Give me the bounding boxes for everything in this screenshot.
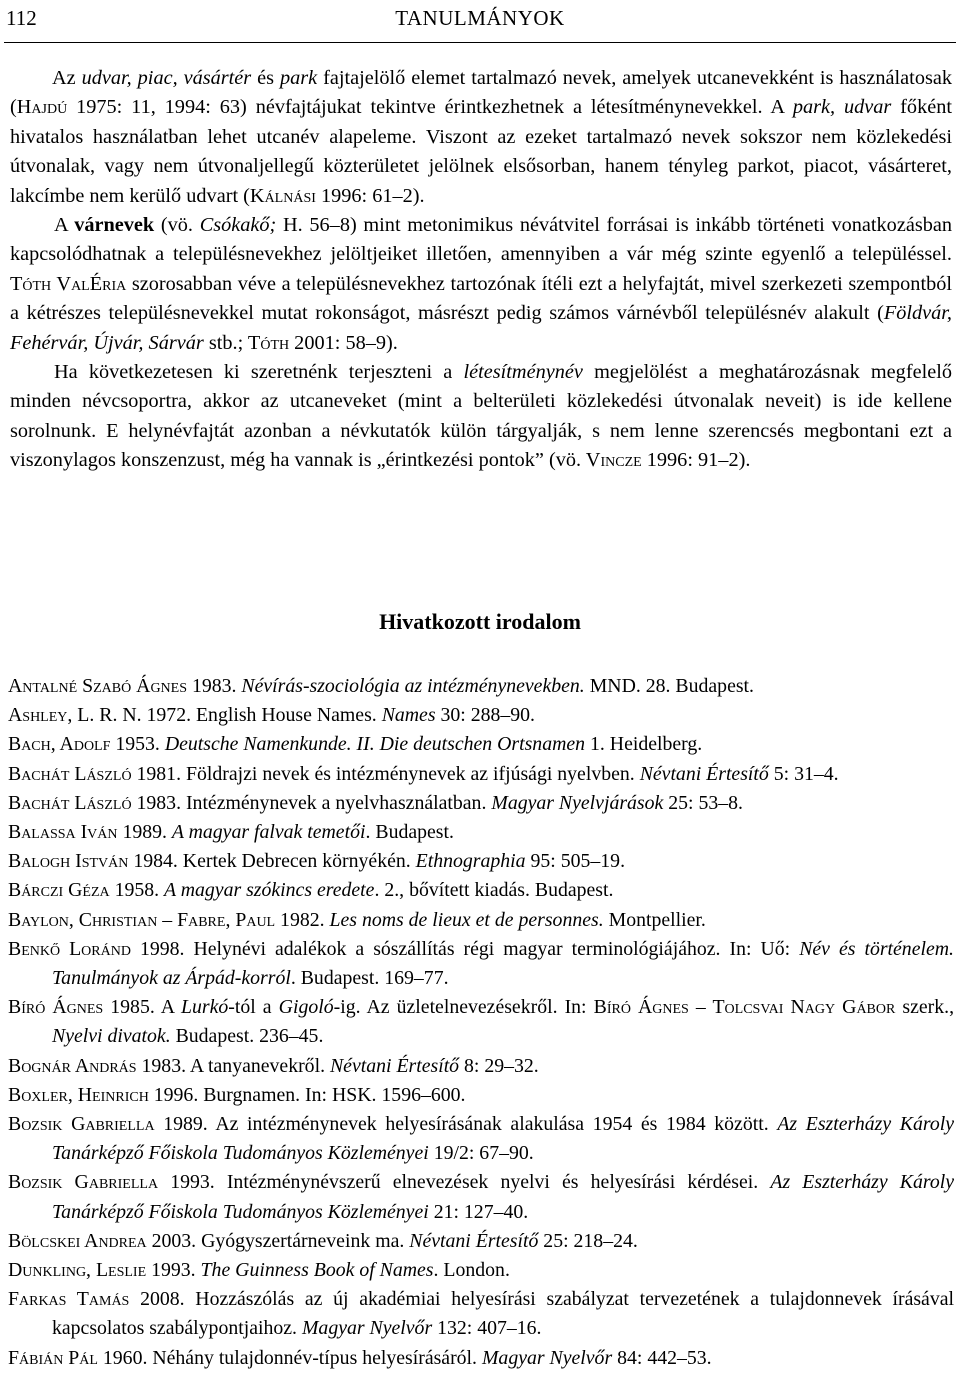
page-number: 112 <box>6 6 37 30</box>
reference-entry <box>8 1168 954 1226</box>
italic-text: Nyelvi divatok. <box>52 1025 171 1048</box>
text-run: 95: 505–19. <box>525 850 626 873</box>
text-run: (vö. <box>154 214 200 237</box>
author-name: alÉria <box>71 272 127 295</box>
italic-text: park, udvar <box>792 96 892 119</box>
text-run: MND. 28. Budapest. <box>584 675 754 697</box>
text-run: 1993. <box>146 1259 201 1282</box>
text-run: megjelölést a meghatározásnak megfelelő minden névcsoportra, akkor az utcaneveket (mint a belterületi közlekedési útvonalak neveit) is ide kellene sorolnunk. E helynévfajtát azonban a névkutatók külön tárgyalják, s nem lenne szerencsés megbontani ezt a viszonylagos konszenzust, még ha vannak is „érintkezési pontok” (vö. V <box>10 361 952 472</box>
author-name: Farkas Tamás <box>8 1288 130 1311</box>
reference-entry <box>8 701 954 730</box>
italic-text: A magyar szókincs eredete <box>164 879 375 902</box>
paragraph <box>10 358 952 476</box>
author-name: Baylon, Christian – Fabre, Paul <box>8 908 276 931</box>
text-run: 1985. A <box>103 996 182 1019</box>
text-run: 1960. Néhány tulajdonnév-típus helyesírásáról. <box>97 1346 482 1369</box>
paragraph <box>10 211 952 358</box>
reference-entry <box>8 1344 954 1373</box>
author-name: óth <box>260 331 290 354</box>
italic-text: Névtani Értesítő <box>409 1229 539 1252</box>
author-name: incze <box>600 449 642 472</box>
text-run: 1953. <box>110 733 165 756</box>
text-run: 21: 127–40. <box>428 1200 529 1223</box>
italic-text: Csókakő; <box>199 214 277 237</box>
italic-text: Les noms de lieux et de personnes. <box>329 908 604 931</box>
author-name: Ashley, L. R. N. <box>8 704 142 727</box>
reference-entry <box>8 789 954 818</box>
references-heading: Hivatkozott irodalom <box>379 609 581 634</box>
author-name: óth <box>22 272 52 295</box>
text-run: 8: 29–32. <box>459 1054 539 1077</box>
text-run: 30: 288–90. <box>435 704 536 727</box>
text-run: -tól a <box>228 996 279 1019</box>
text-run: V <box>51 272 72 295</box>
text-run: 1972. English House Names. <box>141 704 382 727</box>
text-run: 1984. Kertek Debrecen környékén. <box>128 850 416 873</box>
author-name: Bozsik Gabriella <box>8 1171 159 1194</box>
text-run: 1983. <box>187 675 242 697</box>
reference-entry <box>8 1285 954 1343</box>
paragraph <box>10 64 952 211</box>
text-run: 5: 31–4. <box>768 762 839 785</box>
text-run: szerk., <box>895 996 955 1019</box>
text-run: 1982. <box>275 908 330 931</box>
text-run: Budapest. 236–45. <box>170 1025 324 1048</box>
author-name: Bachát László <box>8 762 132 785</box>
italic-text: Magyar Nyelvjárások <box>491 791 664 814</box>
reference-entry <box>8 672 954 701</box>
author-name: Bölcskei Andrea <box>8 1229 147 1252</box>
text-run: -ig. Az üzletelnevezésekről. In: <box>333 996 594 1019</box>
text-run: 1958. <box>109 879 165 902</box>
author-name: Bozsik Gabriella <box>8 1113 155 1136</box>
text-run: 1983. A tanyanevekről. <box>136 1054 330 1077</box>
author-name: Balassa Iván <box>8 821 118 844</box>
text-run: 84: 442–53. <box>612 1346 712 1369</box>
page-header <box>0 0 960 44</box>
text-run: . London. <box>433 1259 510 1282</box>
text-run: 1996: 91–2). <box>641 449 751 472</box>
reference-entry <box>8 1227 954 1256</box>
reference-entry <box>8 1110 954 1168</box>
text-run: fajtajelölő elemet tartalmazó nevek, amelyek utcanevekként is használatosak (H <box>10 67 952 119</box>
text-run: 1975: 11, 1994: 63) névfajtájukat tekintve érintkezhetnek a létesítménynevekkel. A <box>67 96 793 119</box>
text-run: 1989. <box>117 821 172 844</box>
reference-entry <box>8 906 954 935</box>
reference-entry <box>8 1256 954 1285</box>
italic-text: létesítménynév <box>463 361 583 384</box>
text-run: 1996: 61–2). <box>315 184 425 207</box>
italic-text: Magyar Nyelvőr <box>301 1317 433 1340</box>
text-run: 1. Heidelberg. <box>585 733 703 756</box>
italic-text: Gigoló <box>278 996 334 1019</box>
italic-text: Lurkó <box>181 996 229 1019</box>
author-name: Boxler, Heinrich <box>8 1083 149 1106</box>
italic-text: Names <box>381 704 436 727</box>
italic-text: Névtani Értesítő <box>639 762 769 785</box>
reference-entry <box>8 876 954 905</box>
text-run: . 2., bővített kiadás. Budapest. <box>374 879 614 902</box>
text-run: 2008. Hozzászólás az új akadémiai helyesírási szabályzat tervezetének a tulajdonnevek írásával kapcsolatos szabálypontjaihoz. <box>52 1288 954 1340</box>
reference-entry <box>8 760 954 789</box>
text-run: stb.; T <box>203 331 261 354</box>
text-run: 1981. Földrajzi nevek és intézménynevek az ifjúsági nyelvben. <box>131 762 640 785</box>
text-run: H. 56–8) mint metonimikus névátvitel forrásai is inkább történeti vonatkozásban kapcsolódhatnak a településnevekhez jelöltjeiket illetően, amennyiben a vár még szinte egyenlő a településsel. T <box>10 214 952 295</box>
italic-text: A magyar falvak temetői <box>171 821 366 844</box>
italic-text: Névírás-szociológia az intézménynevekben. <box>241 675 585 697</box>
text-run: 2003. Gyógyszertárneveink ma. <box>146 1229 410 1252</box>
text-run: 19/2: 67–90. <box>428 1142 534 1165</box>
author-name: Fábián Pál <box>8 1346 98 1369</box>
author-name: Bárczi Géza <box>8 879 110 902</box>
author-name: Bíró Ágnes <box>8 996 104 1019</box>
text-run: 25: 53–8. <box>663 791 743 814</box>
author-name: Bíró Ágnes – Tolcsvai Nagy Gábor <box>593 996 896 1019</box>
author-name: Bognár András <box>8 1054 137 1077</box>
author-name: Balogh István <box>8 850 129 873</box>
reference-entry <box>8 818 954 847</box>
author-name: Bachát László <box>8 791 132 814</box>
italic-text: Magyar Nyelvőr <box>481 1346 613 1369</box>
italic-text: Az Eszterházy Károly Tanárképző Főiskola Tudományos Közleményei <box>52 1171 955 1223</box>
text-run: . Budapest. 169–77. <box>290 967 449 990</box>
author-name: Dunkling, Leslie <box>8 1259 147 1282</box>
text-run: főként hivatalos használatban lehet utcanév alapeleme. Viszont az ezeket tartalmazó nevek sokszor nem közlekedési útvonalak, vagy nem útvonaljellegű közterületet jelölnek elsősorban, hanem tényleg parkot, piacot, vásárteret, lakcímbe nem kerülő udvart (K <box>10 96 952 207</box>
author-name: álnási <box>264 184 316 207</box>
header-rule <box>4 42 956 43</box>
text-run: 1993. Intézménynévszerű elnevezések nyelvi és helyesírási kérdései. <box>158 1171 771 1194</box>
italic-text: Név és történelem. Tanulmányok az Árpád-korról <box>52 937 954 990</box>
text-run: 2001: 58–9). <box>289 331 398 354</box>
text-run: 1996. Burgnamen. In: HSK. 1596–600. <box>148 1083 466 1106</box>
italic-text: udvar, piac, vásártér <box>81 67 252 89</box>
author-name: ajdú <box>31 96 68 119</box>
text-run: Montpellier. <box>603 908 706 931</box>
text-run: és <box>251 67 280 89</box>
text-run: A <box>54 214 75 237</box>
italic-text: Deutsche Namenkunde. II. Die deutschen Ortsnamen <box>164 733 586 756</box>
reference-entry <box>8 993 954 1051</box>
reference-entry <box>8 730 954 759</box>
text-run: 1998. Helynévi adalékok a sószállítás régi magyar terminológiájához. In: Uő: <box>130 937 800 960</box>
running-title: TANULMÁNYOK <box>395 6 565 30</box>
text-run: . Budapest. <box>365 821 454 844</box>
text-run: szorosabban véve a településnevekhez tartozónak ítéli ezt a helyfajtát, mivel szerkezeti szempontból a kétrészes településnevekkel mutat rokonságot, másrészt pedig számos várnévből településnév alakult ( <box>10 272 952 325</box>
italic-text: Névtani Értesítő <box>329 1054 460 1077</box>
bold-text: várnevek <box>74 214 155 237</box>
italic-text: Az Eszterházy Károly Tanárképző Főiskola Tudományos Közleményei <box>52 1113 955 1165</box>
reference-entry <box>8 1081 954 1110</box>
reference-entry <box>8 847 954 876</box>
text-run: 25: 218–24. <box>538 1229 638 1252</box>
italic-text: park <box>279 67 318 89</box>
text-run: 132: 407–16. <box>432 1317 542 1340</box>
body-text <box>10 64 952 476</box>
reference-list <box>8 672 954 1373</box>
italic-text: Földvár, Fehérvár, Újvár, Sárvár <box>10 302 952 354</box>
text-run: 1983. Intézménynevek a nyelvhasználatban. <box>131 791 492 814</box>
text-run: 1989. Az intézménynevek helyesírásának alakulása 1954 és 1984 között. <box>154 1113 778 1136</box>
italic-text: Ethnographia <box>415 850 526 873</box>
author-name: Antalné Szabó Ágnes <box>8 675 187 697</box>
author-name: Bach, Adolf <box>8 733 111 756</box>
text-run: Az <box>52 67 82 89</box>
italic-text: The Guinness Book of Names <box>200 1259 434 1282</box>
reference-entry <box>8 1052 954 1081</box>
author-name: Benkő Loránd <box>8 937 131 960</box>
reference-entry <box>8 935 954 993</box>
text-run: Ha következetesen ki szeretnénk terjeszteni a <box>54 361 464 384</box>
